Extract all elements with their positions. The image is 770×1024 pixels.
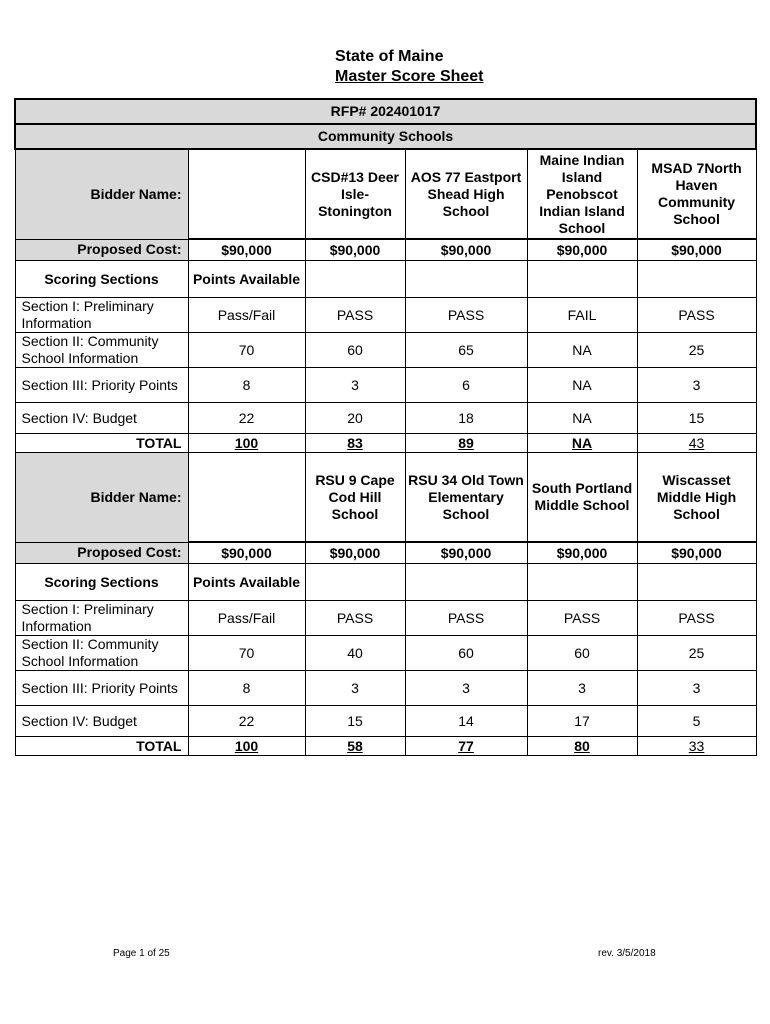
bidder-cost: $90,000 — [305, 542, 405, 564]
bidder-name: Maine Indian Island Penobscot Indian Island School — [527, 149, 637, 239]
bidder-cost: $90,000 — [405, 542, 527, 564]
score-s3: 6 — [405, 368, 527, 403]
document-title: State of Maine — [335, 48, 444, 65]
bidder-name: AOS 77 Eastport Shead High School — [405, 149, 527, 239]
bidder-total: 83 — [305, 434, 405, 453]
bidder-name: South Portland Middle School — [527, 453, 637, 543]
empty-cell — [305, 564, 405, 601]
section-1-row-label: Section I: Preliminary Information — [15, 601, 188, 636]
bidder-name: CSD#13 Deer Isle-Stonington — [305, 149, 405, 239]
section-2-row-label: Section II: Community School Information — [15, 636, 188, 671]
score-s1: PASS — [405, 601, 527, 636]
bidder-total: 77 — [405, 737, 527, 756]
bidder-name: MSAD 7North Haven Community School — [637, 149, 756, 239]
score-s2: 60 — [527, 636, 637, 671]
score-s2: 25 — [637, 636, 756, 671]
bidder-total: 58 — [305, 737, 405, 756]
score-s2: 25 — [637, 333, 756, 368]
score-s1: PASS — [527, 601, 637, 636]
available-s3: 8 — [188, 368, 305, 403]
section-3-row-label: Section III: Priority Points — [15, 671, 188, 706]
revision-date: rev. 3/5/2018 — [598, 948, 656, 959]
score-s3: NA — [527, 368, 637, 403]
score-s2: NA — [527, 333, 637, 368]
empty-cell — [527, 564, 637, 601]
bidder-total: NA — [527, 434, 637, 453]
score-s4: 20 — [305, 403, 405, 434]
score-s1: FAIL — [527, 298, 637, 333]
empty-cell — [637, 261, 756, 298]
bidder-name-blank — [188, 453, 305, 543]
empty-cell — [527, 261, 637, 298]
program-name: Community Schools — [15, 124, 756, 149]
scoring-sections-label: Scoring Sections — [15, 261, 188, 298]
score-s3: 3 — [637, 368, 756, 403]
bidder-total: 80 — [527, 737, 637, 756]
score-s4: 14 — [405, 706, 527, 737]
section-3-row-label: Section III: Priority Points — [15, 368, 188, 403]
total-label: TOTAL — [15, 434, 188, 453]
points-available-header: Points Available — [188, 261, 305, 298]
empty-cell — [305, 261, 405, 298]
section-4-row-label: Section IV: Budget — [15, 706, 188, 737]
score-s2: 65 — [405, 333, 527, 368]
available-s2: 70 — [188, 333, 305, 368]
document-title-block — [335, 47, 484, 87]
available-s4: 22 — [188, 403, 305, 434]
proposed-cost-label: Proposed Cost: — [15, 542, 188, 564]
score-s3: 3 — [305, 368, 405, 403]
bidder-cost: $90,000 — [305, 239, 405, 261]
available-cost: $90,000 — [188, 542, 305, 564]
score-s4: 15 — [637, 403, 756, 434]
bidder-name-blank — [188, 149, 305, 239]
score-s3: 3 — [305, 671, 405, 706]
bidder-total: 33 — [637, 737, 756, 756]
bidder-cost: $90,000 — [527, 542, 637, 564]
score-s3: 3 — [637, 671, 756, 706]
score-s3: 3 — [405, 671, 527, 706]
available-s3: 8 — [188, 671, 305, 706]
available-s4: 22 — [188, 706, 305, 737]
available-s2: 70 — [188, 636, 305, 671]
bidder-total: 43 — [637, 434, 756, 453]
score-s1: PASS — [637, 298, 756, 333]
bidder-cost: $90,000 — [637, 542, 756, 564]
score-s4: NA — [527, 403, 637, 434]
total-label: TOTAL — [15, 737, 188, 756]
bidder-cost: $90,000 — [527, 239, 637, 261]
bidder-name: RSU 9 Cape Cod Hill School — [305, 453, 405, 543]
score-s1: PASS — [405, 298, 527, 333]
points-available-header: Points Available — [188, 564, 305, 601]
master-score-table — [14, 98, 757, 756]
score-s2: 60 — [305, 333, 405, 368]
score-s4: 5 — [637, 706, 756, 737]
scoring-sections-label: Scoring Sections — [15, 564, 188, 601]
score-s2: 40 — [305, 636, 405, 671]
score-s4: 17 — [527, 706, 637, 737]
bidder-cost: $90,000 — [637, 239, 756, 261]
bidder-name-label: Bidder Name: — [15, 453, 188, 543]
score-s4: 15 — [305, 706, 405, 737]
score-s3: 3 — [527, 671, 637, 706]
score-s1: PASS — [637, 601, 756, 636]
empty-cell — [405, 261, 527, 298]
empty-cell — [637, 564, 756, 601]
available-total: 100 — [188, 737, 305, 756]
score-s1: PASS — [305, 601, 405, 636]
score-s2: 60 — [405, 636, 527, 671]
score-s4: 18 — [405, 403, 527, 434]
bidder-name: RSU 34 Old Town Elementary School — [405, 453, 527, 543]
proposed-cost-label: Proposed Cost: — [15, 239, 188, 261]
available-total: 100 — [188, 434, 305, 453]
rfp-number: RFP# 202401017 — [15, 99, 756, 124]
section-2-row-label: Section II: Community School Information — [15, 333, 188, 368]
bidder-total: 89 — [405, 434, 527, 453]
section-1-row-label: Section I: Preliminary Information — [15, 298, 188, 333]
available-s1: Pass/Fail — [188, 298, 305, 333]
empty-cell — [405, 564, 527, 601]
available-s1: Pass/Fail — [188, 601, 305, 636]
bidder-name-label: Bidder Name: — [15, 149, 188, 239]
section-4-row-label: Section IV: Budget — [15, 403, 188, 434]
score-s1: PASS — [305, 298, 405, 333]
bidder-cost: $90,000 — [405, 239, 527, 261]
document-subtitle: Master Score Sheet — [335, 68, 484, 85]
available-cost: $90,000 — [188, 239, 305, 261]
bidder-name: Wiscasset Middle High School — [637, 453, 756, 543]
page-number: Page 1 of 25 — [113, 948, 170, 959]
